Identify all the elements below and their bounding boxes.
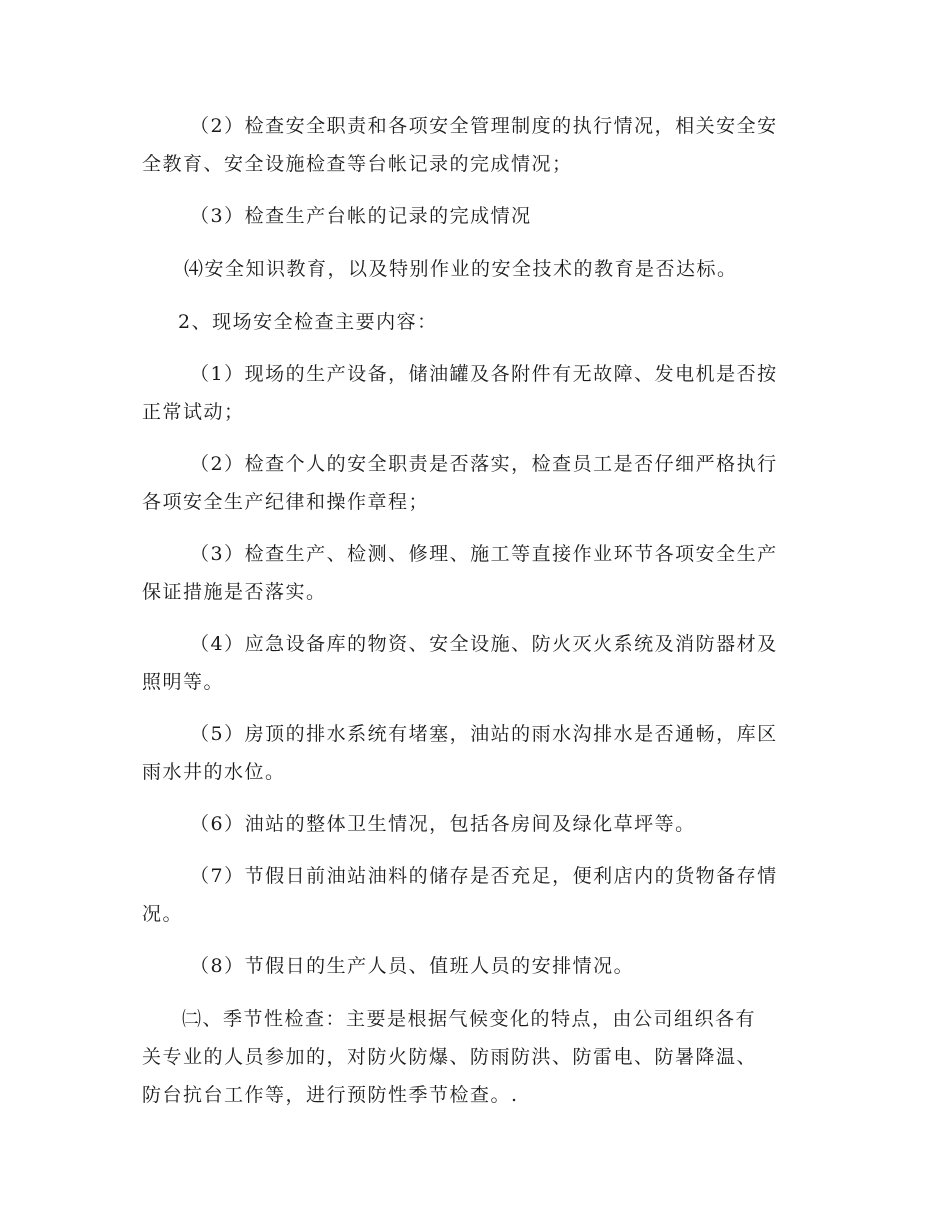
text-line: 防台抗台工作等，进行预防性季节检查。. [142,1084,519,1106]
text-line: ⑷安全知识教育，以及特别作业的安全技术的教育是否达标。 [184,258,738,280]
text-line: （8）节假日的生产人员、值班人员的安排情况。 [190,955,635,977]
paragraph-hygiene [142,805,812,843]
text-line: 照明等。 [142,671,225,693]
text-line: 保证措施是否落实。 [142,581,327,603]
text-line: （1）现场的生产设备，储油罐及各附件有无故障、发电机是否按 [190,363,778,385]
text-line: 各项安全生产纪律和操作章程； [142,491,430,513]
text-line: 况。 [142,903,184,925]
paragraph-work-links [142,535,812,611]
text-line: 全教育、安全设施检查等台帐记录的完成情况； [142,153,573,175]
text-line: 雨水井的水位。 [142,761,286,783]
paragraph-check-duties [142,107,812,183]
paragraph-holiday-staff [142,947,812,985]
text-line: （3）检查生产、检测、修理、施工等直接作业环节各项安全生产 [190,543,778,565]
paragraph-drainage [142,715,812,791]
text-line: （7）节假日前油站油料的储存是否充足，便利店内的货物备存情 [190,865,778,887]
paragraph-equipment [142,355,812,431]
section-heading-onsite-inspection [142,303,812,341]
paragraph-seasonal-inspection [142,1000,812,1114]
paragraph-check-ledger [142,197,812,235]
text-line: （2）检查个人的安全职责是否落实，检查员工是否仔细严格执行 [190,453,778,475]
paragraph-emergency-equipment [142,625,812,701]
text-line: （6）油站的整体卫生情况，包括各房间及绿化草坪等。 [190,813,696,835]
text-line: ㈡、季节性检查：主要是根据气候变化的特点，由公司组织各有 [182,1008,757,1030]
paragraph-holiday-stock [142,857,812,933]
text-line: （5）房顶的排水系统有堵塞，油站的雨水沟排水是否通畅，库区 [190,723,778,745]
text-line: （2）检查安全职责和各项安全管理制度的执行情况，相关安全安 [190,115,778,137]
text-line: 关专业的人员参加的，对防火防爆、防雨防洪、防雷电、防暑降温、 [142,1046,758,1068]
paragraph-personal-duties [142,445,812,521]
paragraph-safety-education [142,250,812,288]
text-line: 正常试动； [142,401,245,423]
text-line: （3）检查生产台帐的记录的完成情况 [190,205,532,227]
text-line: 2、现场安全检查主要内容： [178,311,438,333]
text-line: （4）应急设备库的物资、安全设施、防火灭火系统及消防器材及 [190,633,778,655]
